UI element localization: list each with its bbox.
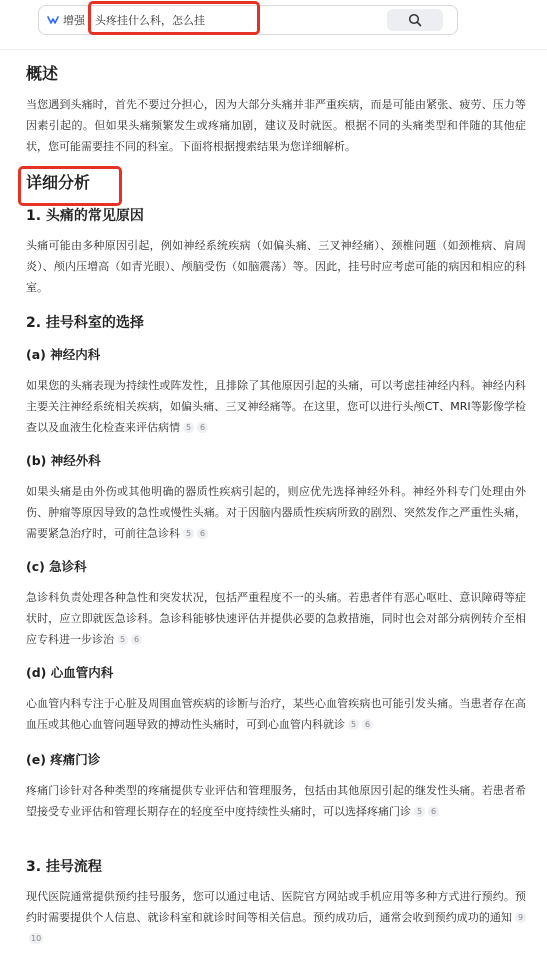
process-paragraph: 现代医院通常提供预约挂号服务，您可以通过电话、医院官方网站或手机应用等多种方式进行预约。预约时需要提供个人信息、就诊科室和就诊时间等相关信息。预约成功后，通常会收到预约成功的通知 910 xyxy=(26,890,526,943)
dept-b-title: (b) 神经外科 xyxy=(26,453,101,468)
citation[interactable]: 6 xyxy=(131,634,142,645)
citation[interactable]: 5 xyxy=(183,422,194,433)
causes-title: 1. 头痛的常见原因 xyxy=(26,208,144,224)
dept-d-title: (d) 心血管内科 xyxy=(26,665,114,680)
search-header xyxy=(0,0,547,50)
citation[interactable]: 6 xyxy=(197,528,208,539)
search-button[interactable] xyxy=(387,9,443,31)
dept-a-title: (a) 神经内科 xyxy=(26,347,101,362)
dept-c-paragraph: 急诊科负责处理各种急性和突发状况，包括严重程度不一的头痛。若患者伴有恶心呕吐、意识障碍等症状时，应立即就医急诊科。急诊科能够快速评估并提供必要的急救措施，同时也会对部分病例转介至相应专科进一步诊治 5 6 xyxy=(26,591,526,646)
causes-paragraph: 头痛可能由多种原因引起，例如神经系统疾病（如偏头痛、三叉神经痛）、颈椎问题（如颈椎病、肩周炎）、颅内压增高（如青光眼）、颅脑受伤（如脑震荡）等。因此，挂号时应考虑可能的病因和相应的科室。 xyxy=(26,239,526,294)
dept-a-paragraph: 如果您的头痛表现为持续性或阵发性，且排除了其他原因引起的头痛，可以考虑挂神经内科。神经内科主要关注神经系统相关疾病，如偏头痛、三叉神经痛等。在这里，您可以进行头颅CT、MRI等影像学检查以及血液生化检查来评估病情 5 6 xyxy=(26,379,526,434)
citation[interactable]: 5 xyxy=(183,528,194,539)
overview-title: 概述 xyxy=(26,64,59,83)
dept-d-paragraph: 心血管内科专注于心脏及周围血管疾病的诊断与治疗，某些心血管疾病也可能引发头痛。当患者存在高血压或其他心血管问题导致的搏动性头痛时，可到心血管内科就诊 5 6 xyxy=(26,697,526,731)
search-highlight-box xyxy=(88,1,260,35)
dept-e-paragraph: 疼痛门诊针对各种类型的疼痛提供专业评估和管理服务，包括由其他原因引起的继发性头痛。若患者希望接受专业评估和管理长期存在的轻度至中度持续性头痛时，可以选择疼痛门诊 5 6 xyxy=(26,784,526,818)
dept-c-title: (c) 急诊科 xyxy=(26,559,87,574)
search-icon xyxy=(408,13,422,27)
dept-e-title: (e) 疼痛门诊 xyxy=(26,752,101,767)
citation[interactable]: 5 xyxy=(348,719,359,730)
citation[interactable]: 5 xyxy=(414,806,425,817)
citation[interactable]: 6 xyxy=(362,719,373,730)
citation[interactable]: 10 xyxy=(31,934,42,943)
overview-paragraph: 当您遇到头痛时，首先不要过分担心，因为大部分头痛并非严重疾病，而是可能由紧张、疲劳、压力等因素引起的。但如果头痛频繁发生或疼痛加剧，建议及时就医。根据不同的头痛类型和伴随的其他症状，您可能需要挂不同的科室。下面将根据搜索结果为您详细解析。 xyxy=(26,98,526,153)
citation[interactable]: 6 xyxy=(197,422,208,433)
heading-highlight-box xyxy=(18,166,122,206)
enhance-logo-icon xyxy=(47,14,59,26)
enhance-label: 增强 xyxy=(63,14,85,27)
dept-b-paragraph: 如果头痛是由外伤或其他明确的器质性疾病引起的，则应优先选择神经外科。神经外科专门处理由外伤、肿瘤等原因导致的急性或慢性头痛。对于因脑内器质性疾病所致的剧烈、突然发作之严重性头痛，需要紧急治疗时，可前往急诊科 5 6 xyxy=(26,485,526,540)
dept-title: 2. 挂号科室的选择 xyxy=(26,315,144,331)
detail-title: 详细分析 xyxy=(26,173,91,192)
enhance-toggle[interactable] xyxy=(47,6,85,34)
citation[interactable]: 6 xyxy=(428,806,439,817)
citation[interactable]: 9 xyxy=(515,912,526,923)
process-title: 3. 挂号流程 xyxy=(26,859,102,875)
citation[interactable]: 5 xyxy=(117,634,128,645)
